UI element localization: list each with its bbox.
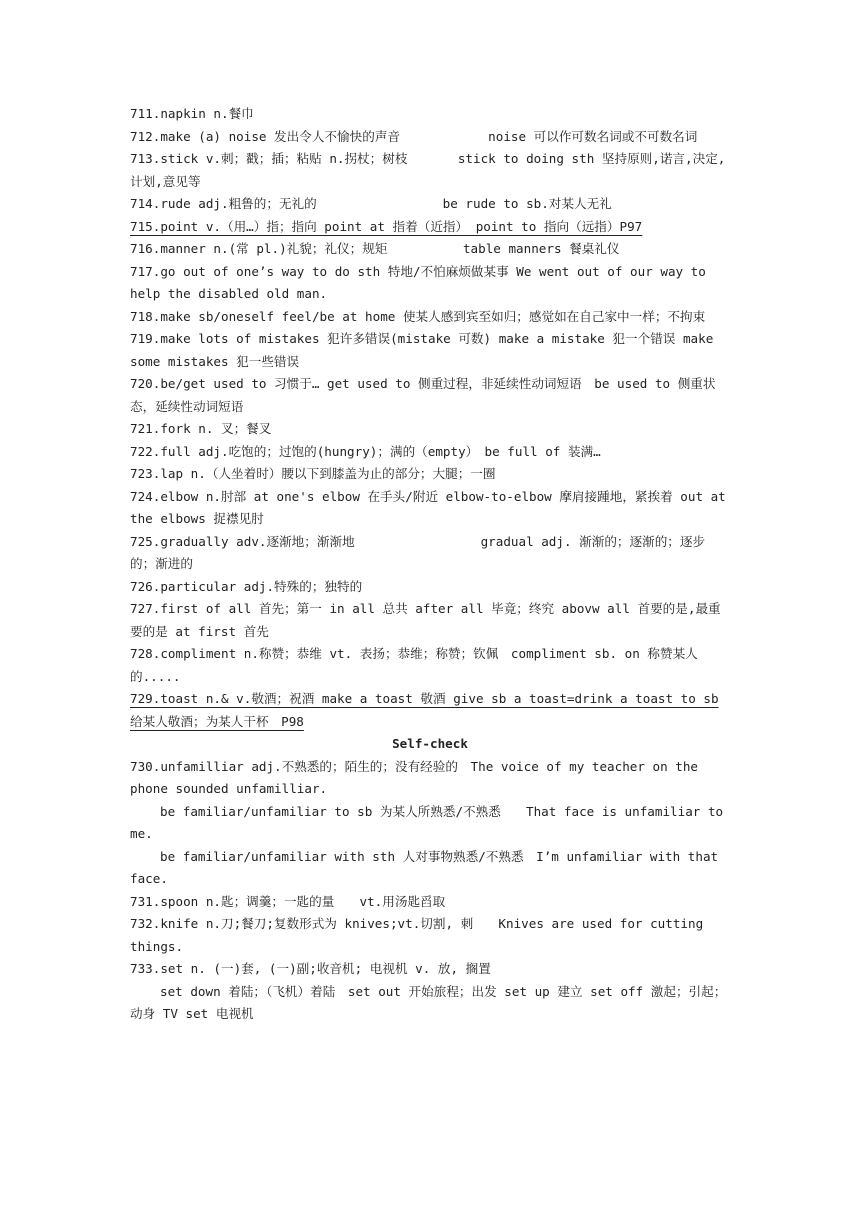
entry-731: 731.spoon n.匙；调羹；一匙的量 vt.用汤匙舀取 <box>130 893 446 909</box>
entry-712: 712.make (a) noise 发出令人不愉快的声音 noise 可以作可数名词或不可数名词 <box>130 128 698 144</box>
entry-733-phrases: set down 着陆；（飞机）着陆 set out 开始旅程；出发 set up 建立 set off 激起；引起；动身 TV set 电视机 <box>130 983 727 1021</box>
entry-719: 719.make lots of mistakes 犯许多错误(mistake 可数) make a mistake 犯一个错误 make some mistakes 犯一些错误 <box>130 331 714 369</box>
entry-718: 718.make sb/oneself feel/be at home 使某人感到宾至如归；感觉如在自己家中一样；不拘束 <box>130 308 706 324</box>
entry-715: 715.point v.（用…）指；指向 point at 指着（近指） point to 指向（远指）P97 <box>130 218 643 234</box>
entry-717: 717.go out of one’s way to do sth 特地/不怕麻烦做某事 We went out of our way to help the disabled old man. <box>130 263 706 301</box>
entry-728: 728.compliment n.称赞；恭维 vt. 表扬；恭维；称赞；钦佩 compliment sb. on 称赞某人的..... <box>130 646 698 684</box>
section-title: Self-check <box>392 736 468 751</box>
entry-714: 714.rude adj.粗鲁的；无礼的 be rude to sb.对某人无礼 <box>130 196 612 211</box>
entry-722: 722.full adj.吃饱的；过饱的(hungry)；满的（empty） be full of 装满… <box>130 443 601 459</box>
entry-724: 724.elbow n.肘部 at one's elbow 在手头/附近 elbow-to-elbow 摩肩接踵地，紧挨着 out at the elbows 捉襟见肘 <box>130 488 726 526</box>
entry-723: 723.lap n.（人坐着时）腰以下到膝盖为止的部分；大腿；一圈 <box>130 466 496 481</box>
entry-711: 711.napkin n.餐巾 <box>130 106 254 121</box>
entry-729: 729.toast n.& v.敬酒；祝酒 make a toast 敬酒 give sb a toast=drink a toast to sb 给某人敬酒；为某人干杯 P98 <box>130 691 719 729</box>
entry-726: 726.particular adj.特殊的；独特的 <box>130 578 363 594</box>
entry-730-familiar-to: be familiar/unfamiliar to sb 为某人所熟悉/不熟悉 That face is unfamiliar to me. <box>130 803 724 841</box>
entry-730: 730.unfamilliar adj.不熟悉的；陌生的；没有经验的 The voice of my teacher on the phone sounded unfamilliar. <box>130 758 699 796</box>
document-body <box>130 103 730 1026</box>
entry-732: 732.knife n.刀;餐刀;复数形式为 knives;vt.切割, 刺 Knives are used for cutting things. <box>130 916 704 954</box>
entry-713: 713.stick v.刺；戳；插；粘贴 n.拐杖；树枝 stick to doing sth 坚持原则,诺言,决定,计划,意见等 <box>130 151 726 189</box>
entry-721: 721.fork n. 叉；餐叉 <box>130 421 272 436</box>
entry-716: 716.manner n.(常 pl.)礼貌；礼仪；规矩 table manners 餐桌礼仪 <box>130 241 620 256</box>
entry-730-familiar-with: be familiar/unfamiliar with sth 人对事物熟悉/不熟悉 I’m unfamiliar with that face. <box>130 848 719 886</box>
entry-720: 720.be/get used to 习惯于… get used to 侧重过程，非延续性动词短语 be used to 侧重状态，延续性动词短语 <box>130 376 716 414</box>
entry-725: 725.gradually adv.逐渐地；渐渐地 gradual adj. 渐渐的；逐渐的；逐步的；渐进的 <box>130 533 706 571</box>
entry-733: 733.set n. (一)套, (一)副;收音机; 电视机 v. 放, 搁置 <box>130 961 491 976</box>
entry-727: 727.first of all 首先；第一 in all 总共 after all 毕竟；终究 abovw all 首要的是,最重要的是 at first 首先 <box>130 601 721 639</box>
